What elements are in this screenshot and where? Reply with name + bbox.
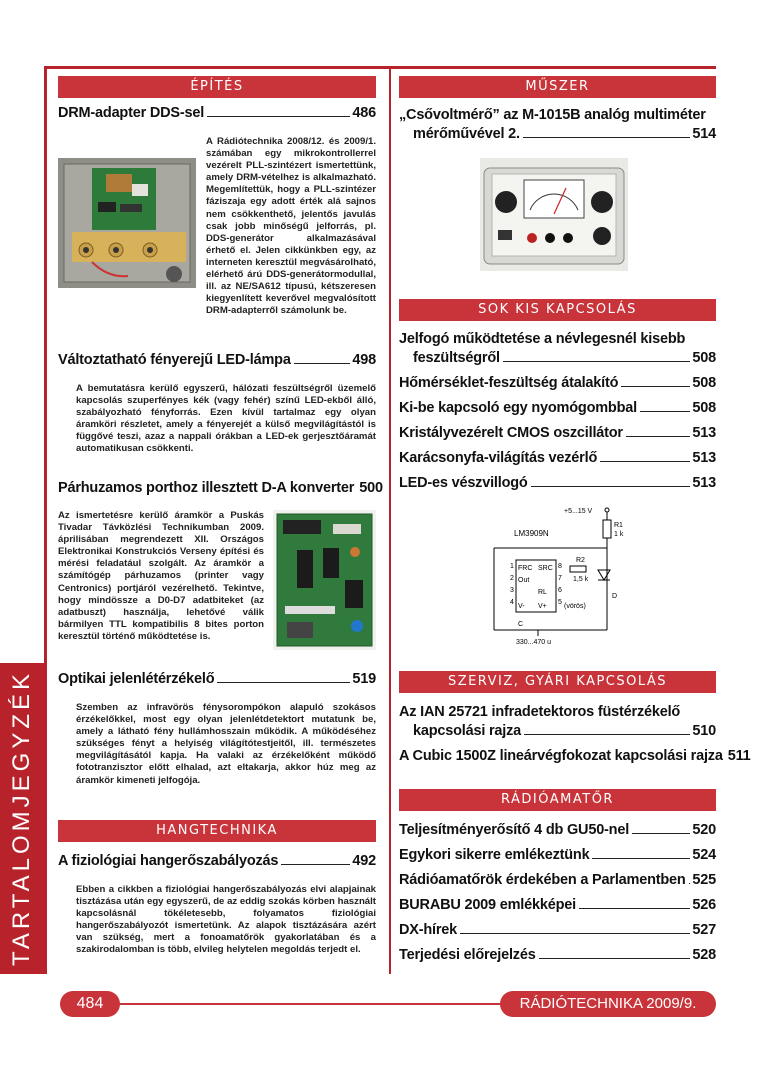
toc-item-cmos-oszcillator[interactable] <box>399 425 716 441</box>
section-hangtechnika: HANGTECHNIKA <box>58 820 376 842</box>
toc-item-led-lampa[interactable] <box>58 352 376 368</box>
schem-supply: +5...15 V <box>564 508 593 515</box>
toc-item-jelfogo-line1[interactable]: Jelfogó működtetése a névlegesnél kisebb <box>399 331 686 347</box>
magazine-issue: RÁDIÓTECHNIKA 2009/9. <box>500 991 716 1017</box>
schem-pin: 5 <box>558 599 562 606</box>
toc-item-title: Terjedési előrejelzés <box>399 947 536 963</box>
toc-item-terjedesi[interactable] <box>399 947 716 963</box>
toc-item-title: Optikai jelenlétérzékelő <box>58 671 215 687</box>
toc-item-homerseklet[interactable] <box>399 375 716 391</box>
section-epites: ÉPÍTÉS <box>58 76 376 98</box>
schem-pin: 3 <box>510 587 514 594</box>
left-vertical-rule <box>44 66 47 974</box>
toc-item-csovoltmero-line1[interactable]: „Csővoltmérő” az M-1015B analóg multiméter <box>399 107 706 123</box>
toc-item-page: 524 <box>692 847 716 863</box>
drm-adapter-photo <box>58 158 196 288</box>
schem-vplus: V+ <box>538 603 547 610</box>
schem-diode-color: (vörös) <box>564 603 586 610</box>
toc-item-title: BURABU 2009 emlékképei <box>399 897 576 913</box>
da-summary: Az ismertetésre kerülő áramkör a Puskás Tivadar Távközlési Technikumban 2009. áprilisában megrendezett XII. Országos Elektronikai Konstrukciós Verseny építési és mérési feladatául szolgált. Az áramkör a számítógép párhuzamos (printer vagy Centronics) portjáról vezérelhető. Tekintve, hogy mindössze a D0-D7 adatbiteket (az adatbuszt) használja, lehetővé válik bármilyen TTL kompatibilis 8 bites porton keresztül történő működtetése is. <box>58 510 264 642</box>
toc-item-title: Változtatható fényerejű LED-lámpa <box>58 352 291 368</box>
schem-r2: R2 <box>576 557 585 564</box>
toc-item-csovoltmero[interactable] <box>413 126 716 142</box>
toc-item-title: feszültségről <box>413 350 500 366</box>
toc-item-title: Kristályvezérelt CMOS oszcillátor <box>399 425 623 441</box>
toc-item-page: 510 <box>692 723 716 739</box>
toc-item-page: 486 <box>352 105 376 121</box>
section-szerviz: SZERVIZ, GYÁRI KAPCSOLÁS <box>399 671 716 693</box>
schem-c-value: 330...470 u <box>516 639 552 646</box>
top-rule-right <box>389 66 716 69</box>
schem-rl: RL <box>538 589 547 596</box>
toc-side-label: TARTALOMJEGYZÉK <box>8 669 35 967</box>
toc-item-title: Rádióamatőrök érdekében a Parlamentben <box>399 872 686 888</box>
schem-r1-value: 1 k <box>614 531 624 538</box>
toc-item-page: 520 <box>692 822 716 838</box>
toc-item-egykori-siker[interactable] <box>399 847 716 863</box>
top-rule-left <box>44 66 390 69</box>
toc-item-title: LED-es vészvillogó <box>399 475 528 491</box>
toc-item-page: 508 <box>692 350 716 366</box>
toc-item-page: 492 <box>352 853 376 869</box>
schem-vminus: V- <box>518 603 525 610</box>
toc-item-page: 511 <box>727 748 751 764</box>
section-sok-kis-kapcsolas: SOK KIS KAPCSOLÁS <box>399 299 716 321</box>
toc-item-page: 519 <box>352 671 376 687</box>
toc-item-jelfogo[interactable] <box>413 350 716 366</box>
drm-summary: A Rádiótechnika 2008/12. és 2009/1. számában egy mikrokontrollerrel vezérelt PLL-szintézert ismertettünk, amely DRM-vételhez is alkalmazható. Megemlítettük, hogy a PLL-szintézer fáziszaja egy adott érték alá sajnos nem csökkenthető, jelentős javulás csak jobb minőségű jelforrás, pl. DDS-generátor alkalmazásával érhető el. Jelen cikkünkben egy, az interneten keresztül megvásárolható, elérhető árú DDS-generátormodullal, ill. az NE/SA612 típusú, kétszeresen kiegyenlített keverővel megvalósított DRM-adapterről számolunk be. <box>206 136 376 317</box>
toc-item-title: A Cubic 1500Z lineárvégfokozat kapcsolási rajza <box>399 748 723 764</box>
section-radioamator: RÁDIÓAMATŐR <box>399 789 716 811</box>
toc-item-page: 513 <box>692 475 716 491</box>
schem-r1: R1 <box>614 522 623 529</box>
toc-item-page: 508 <box>692 400 716 416</box>
toc-item-dx-hirek[interactable] <box>399 922 716 938</box>
toc-item-title: Hőmérséklet-feszültség átalakító <box>399 375 619 391</box>
toc-item-page: 513 <box>692 450 716 466</box>
schem-pin: 7 <box>558 575 562 582</box>
toc-item-title: DX-hírek <box>399 922 458 938</box>
schem-pin: 8 <box>558 563 562 570</box>
toc-item-page: 526 <box>692 897 716 913</box>
toc-item-fusterzekelo[interactable] <box>413 723 716 739</box>
schem-pin: 6 <box>558 587 562 594</box>
schem-out: Out <box>518 577 530 584</box>
toc-item-gu50[interactable] <box>399 822 716 838</box>
led-summary: A bemutatásra kerülő egyszerű, hálózati feszültségről üzemelő kapcsolás szuperfényes kék (vagy fehér) színű LED-ekből álló, szabályozható fényforrás. Ezen kívül tartalmaz egy olyan áramköri részletet, amely a fényerejét a külső megvilágítástól is függővé teszi, azaz a nappali órákban a LED-ek gerjesztőáramát automatikusan csökkenti. <box>76 383 376 455</box>
schem-pin: 4 <box>510 599 514 606</box>
toc-item-drm[interactable] <box>58 105 376 121</box>
schem-frc: FRC <box>518 565 533 572</box>
toc-item-title: mérőművével 2. <box>413 126 520 142</box>
toc-item-ki-be-kapcsolo[interactable] <box>399 400 716 416</box>
toc-item-title: DRM-adapter DDS-sel <box>58 105 205 121</box>
section-muszer: MŰSZER <box>399 76 716 98</box>
toc-item-da-konverter[interactable] <box>58 480 383 496</box>
toc-item-page: 508 <box>692 375 716 391</box>
toc-item-title: Karácsonyfa-világítás vezérlő <box>399 450 598 466</box>
da-converter-photo <box>273 510 376 650</box>
toc-item-title: Egykori sikerre emlékeztünk <box>399 847 590 863</box>
toc-item-page: 498 <box>352 352 376 368</box>
optikai-summary: Szemben az infravörös fénysorompókon alapuló szokásos érzékelőkkel, most egy olyan jelenlétdetektort mutatunk be, amely a látható fény hullámhosszain működik. A működéséhez szükséges fényt a helyiség világítótestjeitől, ill. természetes megvilágításától kapja. Ha valaki az érzékelőként működő fototranzisztor előtt elhalad, azt eltakarja, akkor húz meg az áramkör kimeneti jelfogója. <box>76 702 376 786</box>
toc-item-led-veszvillogo[interactable] <box>399 475 716 491</box>
schem-d: D <box>612 593 618 600</box>
schem-src: SRC <box>538 565 553 572</box>
multimeter-photo <box>480 158 628 271</box>
toc-item-page: 514 <box>692 126 716 142</box>
toc-item-fiziologiai[interactable] <box>58 853 376 869</box>
toc-item-burabu[interactable] <box>399 897 716 913</box>
page-number: 484 <box>60 991 120 1017</box>
schem-c: C <box>518 621 524 628</box>
toc-item-page: 500 <box>359 480 383 496</box>
toc-item-optikai[interactable] <box>58 671 376 687</box>
toc-item-page: 528 <box>692 947 716 963</box>
toc-item-fusterzekelo-line1[interactable]: Az IAN 25721 infradetektoros füstérzékelő <box>399 704 681 720</box>
schem-pin: 2 <box>510 575 514 582</box>
toc-item-title: Teljesítményerősítő 4 db GU50-nel <box>399 822 630 838</box>
schem-pin: 1 <box>510 563 514 570</box>
middle-vertical-rule <box>389 66 391 974</box>
led-flasher-schematic <box>480 502 646 650</box>
toc-item-karacsonyfa[interactable] <box>399 450 716 466</box>
toc-item-title: Párhuzamos porthoz illesztett D-A konverter <box>58 480 355 496</box>
toc-item-page: 525 <box>692 872 716 888</box>
schem-r2-value: 1,5 k <box>573 576 589 583</box>
toc-item-title: kapcsolási rajza <box>413 723 522 739</box>
toc-item-parlament[interactable] <box>399 872 716 888</box>
toc-item-page: 513 <box>692 425 716 441</box>
toc-item-title: Ki-be kapcsoló egy nyomógombbal <box>399 400 637 416</box>
toc-item-cubic-1500z[interactable] <box>399 748 751 764</box>
schem-ic: LM3909N <box>514 529 549 538</box>
toc-item-title: A fiziológiai hangerőszabályozás <box>58 853 279 869</box>
fizio-summary: Ebben a cikkben a fiziológiai hangerőszabályozás elvi alapjainak tisztázása után egy egyszerű, de az eddig szokás körben használt kapcsolásnál tökéletesebb, folyamatos fiziológiai hangerőszabályozót ismertetünk. Az alapok tisztázására azért van szükség, mert a fonoamatőrök gyakorlatában és a szakirodalomban is több, elvileg helytelen megoldás terjedt el. <box>76 884 376 956</box>
toc-item-page: 527 <box>692 922 716 938</box>
